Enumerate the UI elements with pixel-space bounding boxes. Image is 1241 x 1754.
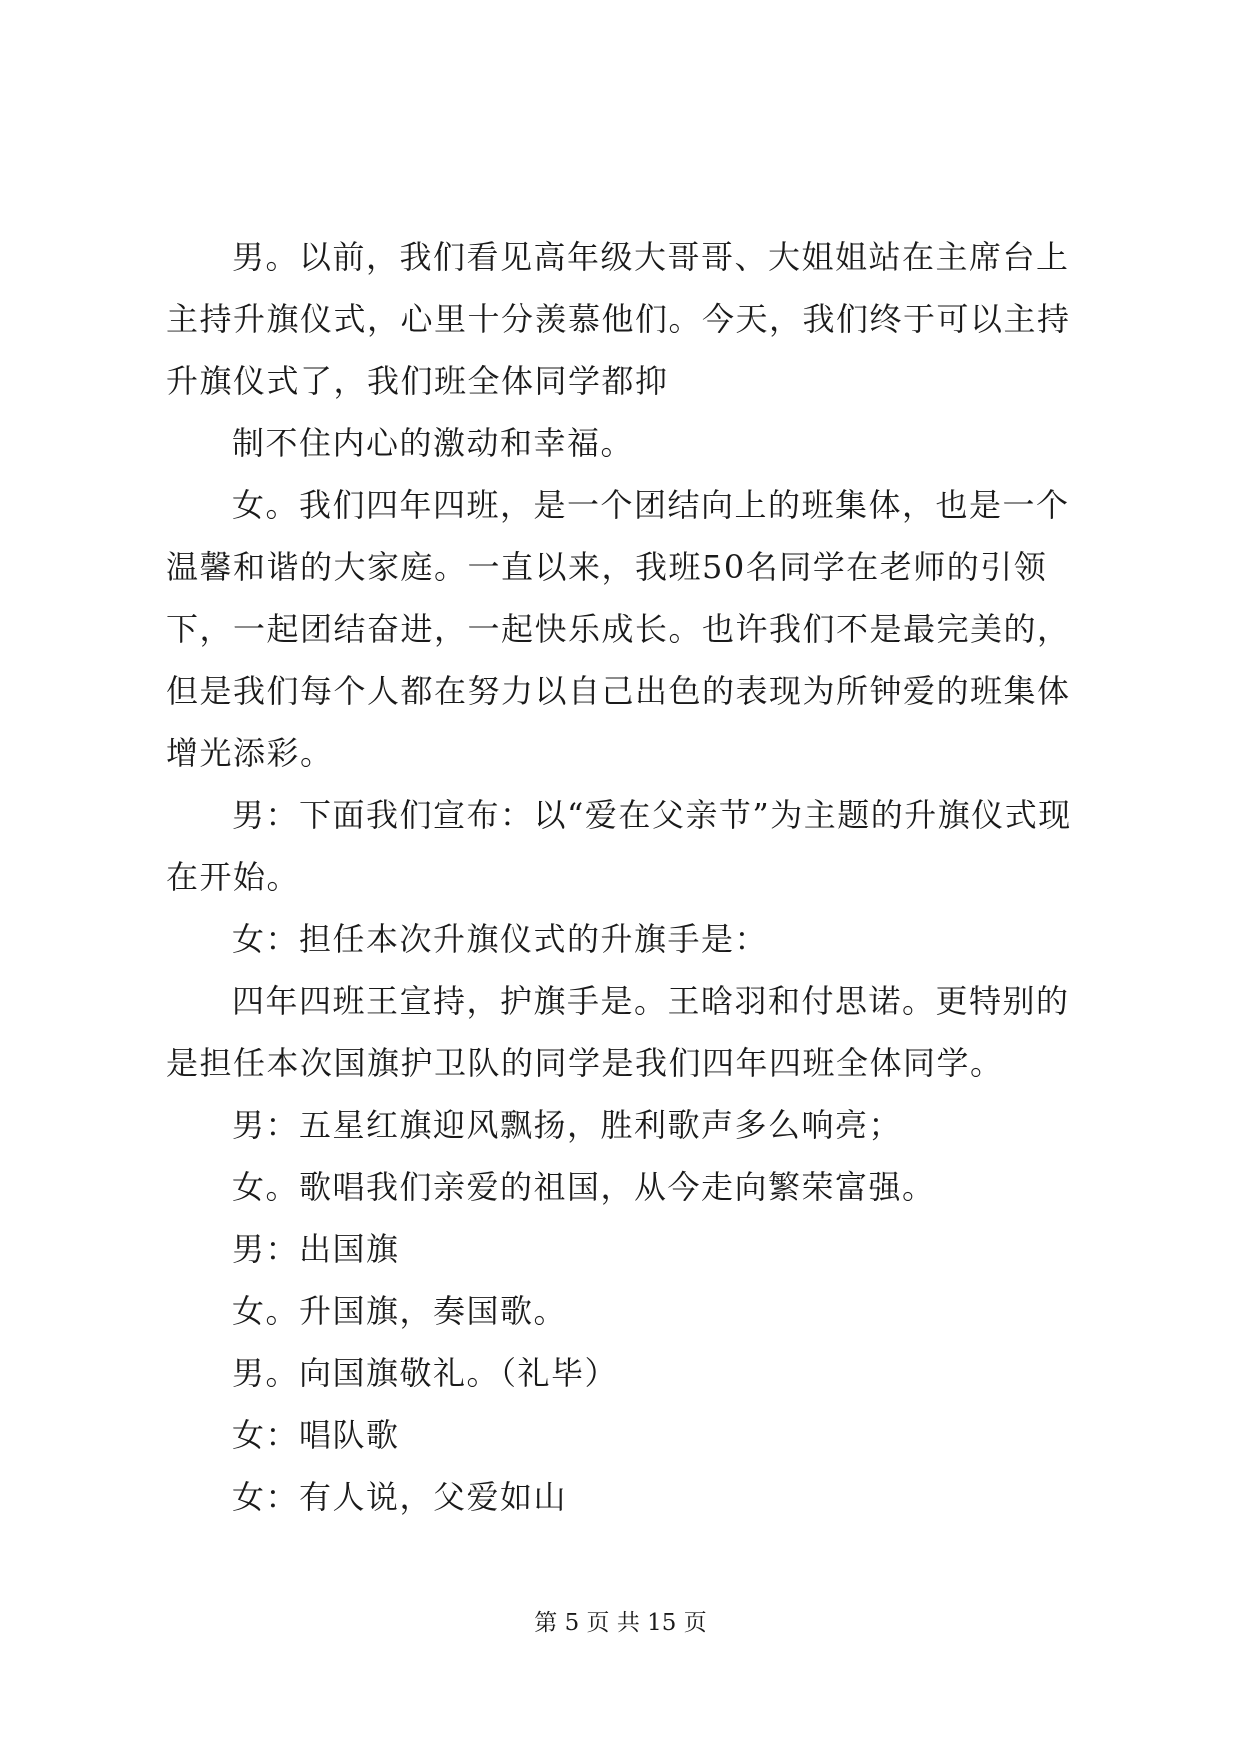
paragraph: 四年四班王宣持，护旗手是。王晗羽和付思诺。更特别的是担任本次国旗护卫队的同学是我们四年四班全体同学。: [166, 982, 1070, 1082]
paragraph: 制不住内心的激动和幸福。: [232, 424, 635, 462]
page-footer: [0, 1608, 1241, 1638]
paragraph: 男：五星红旗迎风飘扬，胜利歌声多么响亮；: [232, 1106, 903, 1144]
paragraph: 女：唱队歌: [232, 1416, 400, 1454]
paragraph: 男。向国旗敬礼。（礼毕）: [232, 1354, 619, 1392]
paragraph: 女。我们四年四班，是一个团结向上的班集体，也是一个温馨和谐的大家庭。一直以来，我班50名同学在老师的引领下，一起团结奋进，一起快乐成长。也许我们不是最完美的，但是我们每个人都在努力以自己出色的表现为所钟爱的班集体增光添彩。: [166, 486, 1071, 772]
paragraph: 男：下面我们宣布：以“爱在父亲节”为主题的升旗仪式现在开始。: [166, 796, 1072, 896]
paragraph: 女：有人说，父爱如山: [232, 1478, 568, 1516]
paragraph: 女：担任本次升旗仪式的升旗手是：: [232, 920, 769, 958]
paragraph: 男。以前，我们看见高年级大哥哥、大姐姐站在主席台上主持升旗仪式，心里十分羡慕他们。今天，我们终于可以主持升旗仪式了，我们班全体同学都抑: [166, 238, 1071, 400]
document-body: [166, 226, 1086, 1528]
paragraph: 女。歌唱我们亲爱的祖国，从今走向繁荣富强。: [232, 1168, 936, 1206]
paragraph: 男：出国旗: [232, 1230, 400, 1268]
paragraph: 女。升国旗，奏国歌。: [232, 1292, 568, 1330]
page-number: 第 5 页 共 15 页: [534, 1610, 707, 1636]
